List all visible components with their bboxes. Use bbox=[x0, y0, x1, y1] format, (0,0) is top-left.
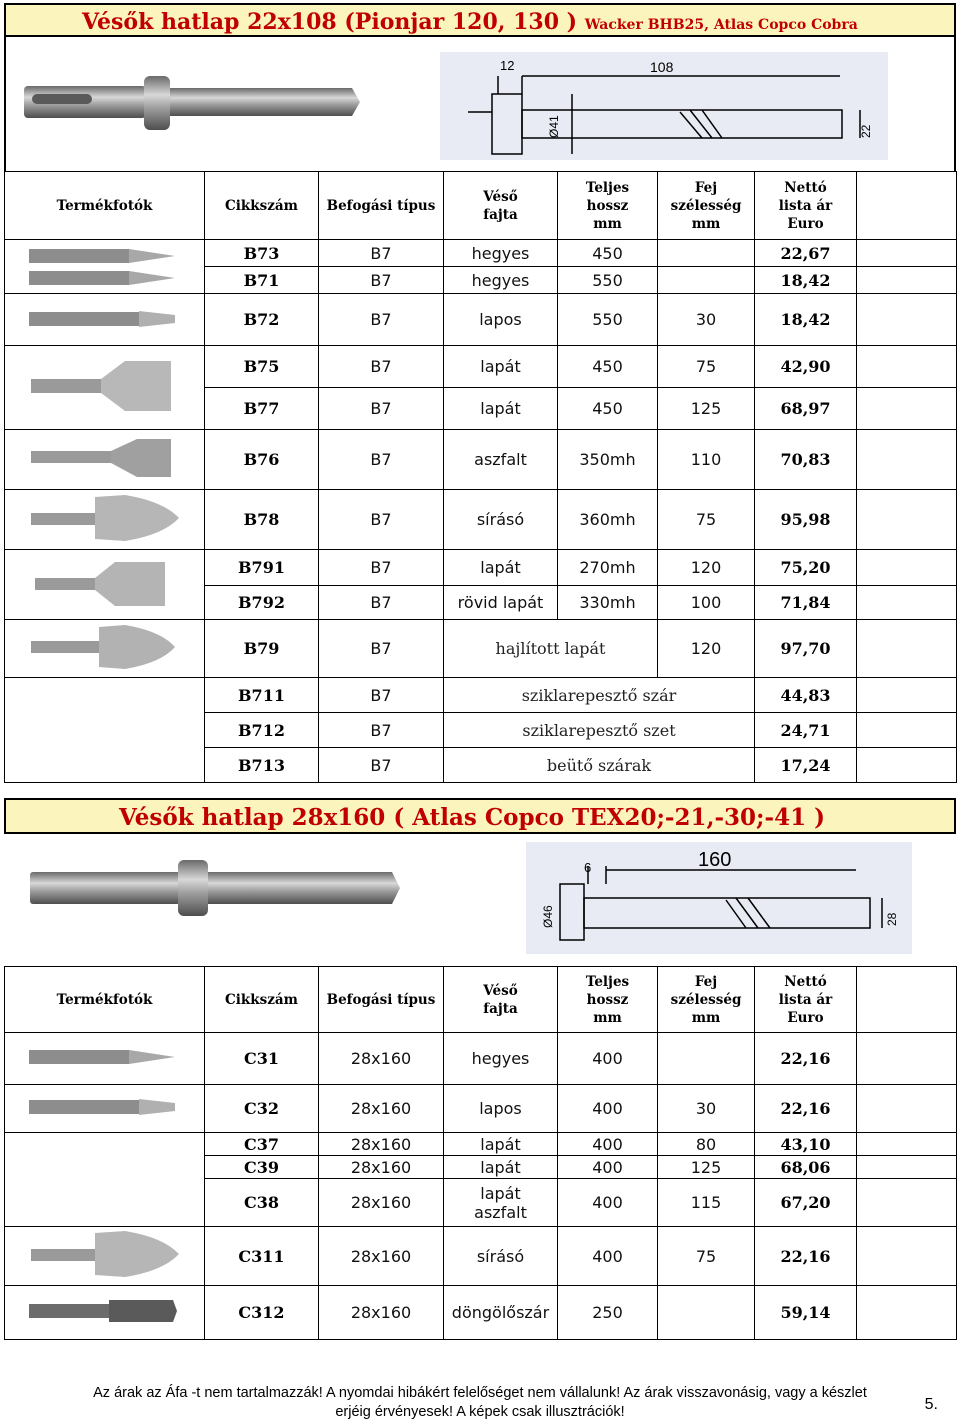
table-cell: 59,14 bbox=[755, 1286, 857, 1340]
table-cell bbox=[857, 586, 957, 620]
table-cell: sírásó bbox=[444, 490, 558, 550]
table-cell: 400 bbox=[558, 1227, 658, 1286]
table-cell: 75,20 bbox=[755, 550, 857, 586]
table-cell: B712 bbox=[205, 713, 319, 748]
table-cell: B7 bbox=[319, 713, 444, 748]
dim-hex-2: 28 bbox=[885, 912, 899, 926]
dim-collar-1: Ø41 bbox=[547, 115, 561, 138]
table-cell: B791 bbox=[205, 550, 319, 586]
table-cell: döngölőszár bbox=[444, 1286, 558, 1340]
table-cell bbox=[857, 1179, 957, 1227]
table-cell: lapát bbox=[444, 388, 558, 430]
table-cell: rövid lapát bbox=[444, 586, 558, 620]
table-cell: 100 bbox=[658, 586, 755, 620]
table-cell: 22,16 bbox=[755, 1033, 857, 1085]
table-cell bbox=[5, 678, 205, 783]
table-cell: 28x160 bbox=[319, 1179, 444, 1227]
table-cell: 120 bbox=[658, 620, 755, 678]
table-cell: 95,98 bbox=[755, 490, 857, 550]
product-photo-tamper bbox=[5, 1286, 205, 1340]
table-cell bbox=[658, 267, 755, 294]
table-cell: 400 bbox=[558, 1033, 658, 1085]
table-cell: 125 bbox=[658, 388, 755, 430]
table-cell: 30 bbox=[658, 1085, 755, 1133]
table-cell: B7 bbox=[319, 430, 444, 490]
table-cell: B7 bbox=[319, 388, 444, 430]
table-cell bbox=[857, 1156, 957, 1179]
section1-subtitle: Wacker BHB25, Atlas Copco Cobra bbox=[584, 17, 858, 33]
section2-title: Vésők hatlap 28x160 ( Atlas Copco TEX20;-21,-30;-41 ) bbox=[119, 804, 825, 831]
table-row bbox=[5, 1085, 957, 1133]
table-cell: 350mh bbox=[558, 430, 658, 490]
product-photo-flat bbox=[5, 294, 205, 346]
dim-hex-1: 22 bbox=[859, 124, 873, 138]
table-header-cell: Teljes hossz mm bbox=[558, 967, 658, 1033]
table-row bbox=[5, 430, 957, 490]
table-cell: lapát bbox=[444, 1156, 558, 1179]
product-photo-asphalt bbox=[5, 430, 205, 490]
table-cell: 43,10 bbox=[755, 1133, 857, 1156]
table-cell: C312 bbox=[205, 1286, 319, 1340]
dim-shank-2: 6 bbox=[584, 860, 592, 875]
table-cell: B77 bbox=[205, 388, 319, 430]
table-header-cell: Befogási típus bbox=[319, 967, 444, 1033]
table-header-cell: Véső fajta bbox=[444, 967, 558, 1033]
product-photo-grave-spade-c bbox=[5, 1227, 205, 1286]
cell-mount: B7 bbox=[319, 240, 444, 267]
table-cell: C32 bbox=[205, 1085, 319, 1133]
flat-chisel-icon bbox=[25, 1094, 185, 1120]
table-row bbox=[5, 490, 957, 550]
table-cell: 75 bbox=[658, 346, 755, 388]
pointed-chisel-icon bbox=[25, 1044, 185, 1070]
grave-spade-icon bbox=[25, 1227, 185, 1281]
table-cell: 400 bbox=[558, 1085, 658, 1133]
table-cell: 400 bbox=[558, 1133, 658, 1156]
table-cell bbox=[857, 713, 957, 748]
table-cell: B7 bbox=[319, 294, 444, 346]
table-cell: B7 bbox=[319, 678, 444, 713]
table-cell: B711 bbox=[205, 678, 319, 713]
table-cell: C38 bbox=[205, 1179, 319, 1227]
table-header-cell bbox=[857, 172, 957, 240]
footer-note bbox=[0, 1384, 960, 1422]
table-cell: 115 bbox=[658, 1179, 755, 1227]
table-cell: sziklarepesztő szet bbox=[444, 713, 755, 748]
table-row bbox=[5, 240, 957, 267]
table-cell bbox=[5, 1133, 205, 1227]
table-cell: B7 bbox=[319, 267, 444, 294]
table-cell: C311 bbox=[205, 1227, 319, 1286]
table-cell: 97,70 bbox=[755, 620, 857, 678]
product-photo-flat-c bbox=[5, 1085, 205, 1133]
header-code: Cikkszám bbox=[205, 172, 319, 240]
page-number: 5. bbox=[924, 1396, 938, 1413]
table-cell: B78 bbox=[205, 490, 319, 550]
table-cell: 18,42 bbox=[755, 267, 857, 294]
table-cell: B71 bbox=[205, 267, 319, 294]
cell-type: hegyes bbox=[444, 240, 558, 267]
table-cell bbox=[857, 1133, 957, 1156]
pointed-chisel-icon bbox=[25, 243, 185, 287]
hex-shank-photo-1 bbox=[22, 72, 362, 138]
table-cell: 360mh bbox=[558, 490, 658, 550]
header-photo: Termékfotók bbox=[5, 172, 205, 240]
table-cell: 30 bbox=[658, 294, 755, 346]
table-row bbox=[5, 294, 957, 346]
table-row bbox=[5, 1227, 957, 1286]
product-photo-spade bbox=[5, 346, 205, 430]
table-cell: 270mh bbox=[558, 550, 658, 586]
footer-line-2: erjéig érvényesek! A képek csak illusztrációk! bbox=[335, 1404, 625, 1420]
table-cell: 28x160 bbox=[319, 1286, 444, 1340]
table-cell: 120 bbox=[658, 550, 755, 586]
table-cell: 75 bbox=[658, 1227, 755, 1286]
product-photo-bent-spade bbox=[5, 620, 205, 678]
table-cell: B7 bbox=[319, 586, 444, 620]
short-spade-icon bbox=[25, 552, 185, 614]
table-cell: 67,20 bbox=[755, 1179, 857, 1227]
table-row bbox=[5, 1033, 957, 1085]
table-cell: C37 bbox=[205, 1133, 319, 1156]
table-row bbox=[5, 550, 957, 586]
table-cell: 28x160 bbox=[319, 1085, 444, 1133]
table-row bbox=[5, 1286, 957, 1340]
table-cell: lapát bbox=[444, 1133, 558, 1156]
footer-line-1: Az árak az Áfa -t nem tartalmazzák! A nyomdai hibákért felelőséget nem vállalunk! Az árak visszavonásig, vagy a készlet bbox=[93, 1385, 867, 1401]
table-cell: 70,83 bbox=[755, 430, 857, 490]
product-photo-pointed-c bbox=[5, 1033, 205, 1085]
table1-header-row bbox=[5, 172, 957, 240]
table-cell bbox=[857, 388, 957, 430]
tamper-shank-icon bbox=[25, 1296, 185, 1326]
flat-chisel-icon bbox=[25, 303, 185, 333]
table-cell: aszfalt bbox=[444, 430, 558, 490]
table-cell: 80 bbox=[658, 1133, 755, 1156]
table-cell: B75 bbox=[205, 346, 319, 388]
table-cell: lapát aszfalt bbox=[444, 1179, 558, 1227]
table-cell: 24,71 bbox=[755, 713, 857, 748]
product-photo-pointed bbox=[5, 240, 205, 294]
table-cell bbox=[658, 1033, 755, 1085]
header-type: Véső fajta bbox=[444, 172, 558, 240]
table-cell bbox=[857, 346, 957, 388]
header-width: Fej szélesség mm bbox=[658, 172, 755, 240]
table-cell: B7 bbox=[319, 490, 444, 550]
table-cell: beütő szárak bbox=[444, 748, 755, 783]
table-cell: 18,42 bbox=[755, 294, 857, 346]
bent-spade-icon bbox=[25, 621, 185, 673]
table-cell: 22,16 bbox=[755, 1227, 857, 1286]
table-cell: hegyes bbox=[444, 1033, 558, 1085]
header-length: Teljes hossz mm bbox=[558, 172, 658, 240]
table-cell: B7 bbox=[319, 346, 444, 388]
table-cell: B7 bbox=[319, 620, 444, 678]
table-cell: 28x160 bbox=[319, 1156, 444, 1179]
section1-title: Vésők hatlap 22x108 (Pionjar 120, 130 ) Wacker BHB25, Atlas Copco Cobra bbox=[82, 9, 858, 35]
spade-chisel-icon bbox=[25, 349, 185, 423]
dim-shank-1: 12 bbox=[500, 58, 515, 73]
section2-title-bar bbox=[4, 798, 956, 834]
table-cell: 42,90 bbox=[755, 346, 857, 388]
price-table-1 bbox=[4, 171, 957, 783]
table-cell: 400 bbox=[558, 1156, 658, 1179]
price-table-2 bbox=[4, 966, 957, 1340]
table-cell: 125 bbox=[658, 1156, 755, 1179]
table-cell: 450 bbox=[558, 346, 658, 388]
product-photo-grave-spade bbox=[5, 490, 205, 550]
table-header-cell: Nettó lista ár Euro bbox=[755, 967, 857, 1033]
table-cell bbox=[857, 1227, 957, 1286]
table-cell: lapát bbox=[444, 550, 558, 586]
table-cell bbox=[658, 1286, 755, 1340]
cell-price: 22,67 bbox=[755, 240, 857, 267]
table-cell: 550 bbox=[558, 294, 658, 346]
table-cell: B713 bbox=[205, 748, 319, 783]
table-cell bbox=[857, 1286, 957, 1340]
table-cell: sírásó bbox=[444, 1227, 558, 1286]
cell-code: B73 bbox=[205, 240, 319, 267]
hex-shank-photo-2 bbox=[26, 856, 404, 920]
header-price: Nettó lista ár Euro bbox=[755, 172, 857, 240]
table-cell bbox=[857, 294, 957, 346]
table-cell: 400 bbox=[558, 1179, 658, 1227]
table2-header-row bbox=[5, 967, 957, 1033]
table-row bbox=[5, 346, 957, 388]
table-cell: lapos bbox=[444, 1085, 558, 1133]
table-cell: 17,24 bbox=[755, 748, 857, 783]
table-cell: B76 bbox=[205, 430, 319, 490]
table-header-cell: Cikkszám bbox=[205, 967, 319, 1033]
table-cell: 110 bbox=[658, 430, 755, 490]
table-cell: lapos bbox=[444, 294, 558, 346]
table-cell: B72 bbox=[205, 294, 319, 346]
technical-drawing-1 bbox=[440, 52, 888, 160]
table-cell: 28x160 bbox=[319, 1133, 444, 1156]
dim-length-2: 160 bbox=[698, 849, 732, 871]
table-header-cell: Fej szélesség mm bbox=[658, 967, 755, 1033]
table-cell bbox=[857, 550, 957, 586]
table-cell bbox=[857, 490, 957, 550]
cell-width bbox=[658, 240, 755, 267]
product-photo-short-spade bbox=[5, 550, 205, 620]
cell-length: 450 bbox=[558, 240, 658, 267]
table-header-cell bbox=[857, 967, 957, 1033]
table-cell bbox=[857, 1085, 957, 1133]
table-cell: 450 bbox=[558, 388, 658, 430]
table-cell: 22,16 bbox=[755, 1085, 857, 1133]
table-cell bbox=[857, 240, 957, 267]
table-header-cell: Termékfotók bbox=[5, 967, 205, 1033]
table-cell: 71,84 bbox=[755, 586, 857, 620]
table-cell: B7 bbox=[319, 748, 444, 783]
table-row bbox=[5, 1133, 957, 1156]
table-row bbox=[5, 620, 957, 678]
technical-drawing-2 bbox=[526, 842, 912, 954]
table-cell bbox=[857, 620, 957, 678]
table-cell: 250 bbox=[558, 1286, 658, 1340]
table-cell: hajlított lapát bbox=[444, 620, 658, 678]
table-cell: lapát bbox=[444, 346, 558, 388]
table-cell: B79 bbox=[205, 620, 319, 678]
table-cell: B7 bbox=[319, 550, 444, 586]
table-cell: C31 bbox=[205, 1033, 319, 1085]
section1-title-bar bbox=[4, 3, 956, 37]
table-cell: 75 bbox=[658, 490, 755, 550]
table-cell: 68,97 bbox=[755, 388, 857, 430]
table-row bbox=[5, 678, 957, 713]
table-cell: B792 bbox=[205, 586, 319, 620]
header-mount: Befogási típus bbox=[319, 172, 444, 240]
dim-length-1: 108 bbox=[650, 59, 674, 75]
dim-collar-2: Ø46 bbox=[541, 905, 555, 928]
table-cell: 28x160 bbox=[319, 1033, 444, 1085]
table-cell bbox=[857, 267, 957, 294]
asphalt-cutter-icon bbox=[25, 433, 185, 483]
table-cell bbox=[857, 748, 957, 783]
table-cell: C39 bbox=[205, 1156, 319, 1179]
table-cell bbox=[857, 1033, 957, 1085]
table-cell: 28x160 bbox=[319, 1227, 444, 1286]
table-cell: sziklarepesztő szár bbox=[444, 678, 755, 713]
table-cell: hegyes bbox=[444, 267, 558, 294]
table-cell: 330mh bbox=[558, 586, 658, 620]
table-cell bbox=[857, 430, 957, 490]
grave-spade-icon bbox=[25, 491, 185, 545]
table-cell bbox=[857, 678, 957, 713]
table-cell: 68,06 bbox=[755, 1156, 857, 1179]
table-cell: 44,83 bbox=[755, 678, 857, 713]
table-cell: 550 bbox=[558, 267, 658, 294]
